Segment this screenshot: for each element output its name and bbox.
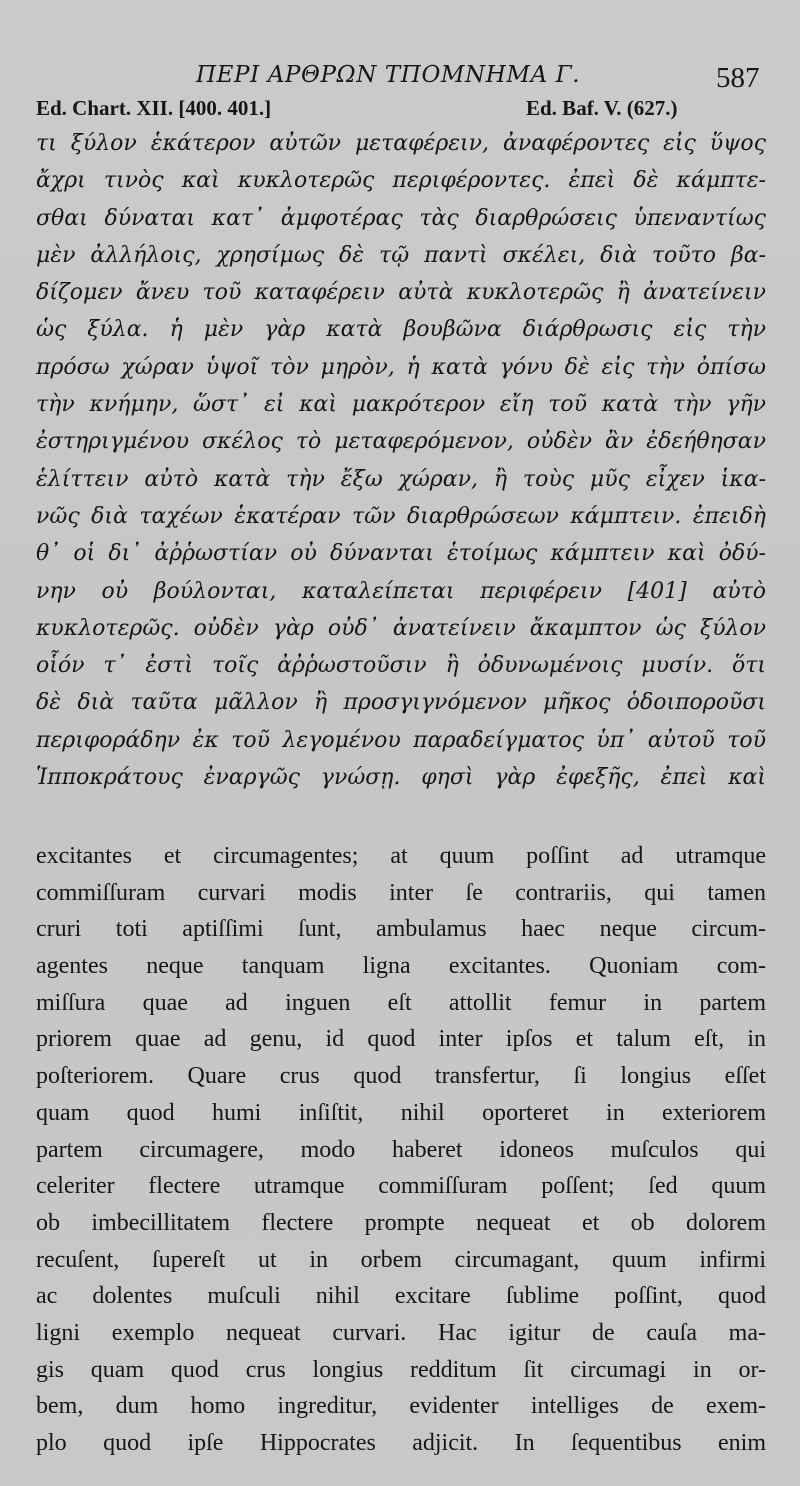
greek-line: δίζομεν ἄνευ τοῦ καταφέρειν αὐτὰ κυκλοτερῶς ἢ ἀνατείνειν [36,280,766,306]
greek-line: τι ξύλον ἑκάτερον αὐτῶν μεταφέρειν, ἀναφέροντες εἰς ὕψος [36,131,766,156]
greek-line: περιφοράδην ἐκ τοῦ λεγομένου παραδείγματος ὑπ᾽ αὐτοῦ τοῦ [36,727,766,753]
latin-line: ob imbecillitatem flectere prompte nequeat et ob dolorem [36,1209,766,1236]
latin-line: recuſent, ſupereſt ut in orbem circumagant, quum infirmi [36,1246,766,1273]
latin-line: plo quod ipſe Hippocrates adjicit. In ſequentibus enim [36,1430,766,1456]
greek-line: ἑλίττειν αὐτὸ κατὰ τὴν ἔξω χώραν, ἢ τοὺς μῦς εἶχεν ἱκα- [36,466,766,492]
latin-line: gis quam quod crus longius redditum ſit circumagi in or- [36,1356,766,1383]
latin-line: cruri toti aptiſſimi ſunt, ambulamus haec neque circum- [36,916,766,943]
greek-line: νῶς διὰ ταχέων ἑκατέραν τῶν διαρθρώσεων κάμπτειν. ἐπειδὴ [36,503,766,529]
greek-line: τὴν κνήμην, ὥστ᾽ εἰ καὶ μακρότερον εἴη τοῦ κατὰ τὴν γῆν [36,392,766,418]
latin-translation-block [36,838,766,1462]
greek-line: ἄχρι τινὸς καὶ κυκλοτερῶς περιφέροντες. ἐπεὶ δὲ κάμπτε- [36,168,766,194]
greek-line: ὡς ξύλα. ἡ μὲν γὰρ κατὰ βουβῶνα διάρθρωσις εἰς τὴν [36,317,766,343]
latin-line: quam quod humi inſiſtit, nihil oporteret in exteriorem [36,1099,766,1126]
edition-reference-line [0,96,800,126]
latin-line: excitantes et circumagentes; at quum poſſint ad utramque [36,843,766,869]
latin-line: ligni exemplo nequeat curvari. Hac igitur de cauſa ma- [36,1319,766,1346]
latin-line: agentes neque tanquam ligna excitantes. Quoniam com- [36,953,766,980]
latin-line: poſteriorem. Quare crus quod transfertur, ſi longius eſſet [36,1063,766,1090]
greek-line: μὲν ἀλλήλοις, χρησίμως δὲ τῷ παντὶ σκέλει, διὰ τοῦτο βα- [36,242,766,268]
greek-line: σθαι δύναται κατ᾽ ἀμφοτέρας τὰς διαρθρώσεις ὑπεναντίως [36,205,766,231]
page-number: 587 [716,62,760,94]
greek-line: Ἱπποκράτους ἐναργῶς γνώσῃ. φησὶ γὰρ ἐφεξῆς, ἐπεὶ καὶ [36,765,766,791]
running-title: ΠΕΡΙ ΑΡΘΡΩΝ ΤΠΟΜΝΗΜΑ Γ. [196,62,581,88]
latin-line: ac dolentes muſculi nihil excitare ſublime poſſint, quod [36,1283,766,1310]
latin-line: miſſura quae ad inguen eſt attollit femur in partem [36,989,766,1016]
greek-line: κυκλοτερῶς. οὐδὲν γὰρ οὐδ᾽ ἀνατείνειν ἄκαμπτον ὡς ξύλον [36,615,766,641]
edition-reference-chartier: Ed. Chart. XII. [400. 401.] [36,96,272,120]
greek-line: δὲ διὰ ταῦτα μᾶλλον ἢ προσγιγνόμενον μῆκος ὁδοιποροῦσι [36,690,766,716]
greek-line: οἷόν τ᾽ ἐστὶ τοῖς ἀῤῥωστοῦσιν ἢ ὀδυνωμένοις μυσίν. ὅτι [36,653,766,679]
greek-line: ἐστηριγμένου σκέλος τὸ μεταφερόμενον, οὐδὲν ἂν ἐδεήθησαν [36,429,766,455]
latin-line: commiſſuram curvari modis inter ſe contrariis, qui tamen [36,879,766,906]
latin-line: priorem quae ad genu, id quod inter ipſos et talum eſt, in [36,1026,766,1053]
greek-line: θ᾽ οἱ δι᾽ ἀῤῥωστίαν οὐ δύνανται ἑτοίμως κάμπτειν καὶ ὀδύ- [36,541,766,567]
greek-line: νην οὐ βούλονται, καταλείπεται περιφέρειν [401] αὐτὸ [36,578,766,604]
greek-line: πρόσω χώραν ὑψοῖ τὸν μηρὸν, ἡ κατὰ γόνυ δὲ εἰς τὴν ὀπίσω [36,354,766,380]
latin-line: celeriter flectere utramque commiſſuram poſſent; ſed quum [36,1173,766,1200]
edition-reference-basel: Ed. Baf. V. (627.) [526,96,678,120]
running-head [0,60,800,96]
latin-line: bem, dum homo ingreditur, evidenter intelliges de exem- [36,1393,766,1420]
greek-text-block [36,125,766,796]
latin-line: partem circumagere, modo haberet idoneos muſculos qui [36,1136,766,1163]
